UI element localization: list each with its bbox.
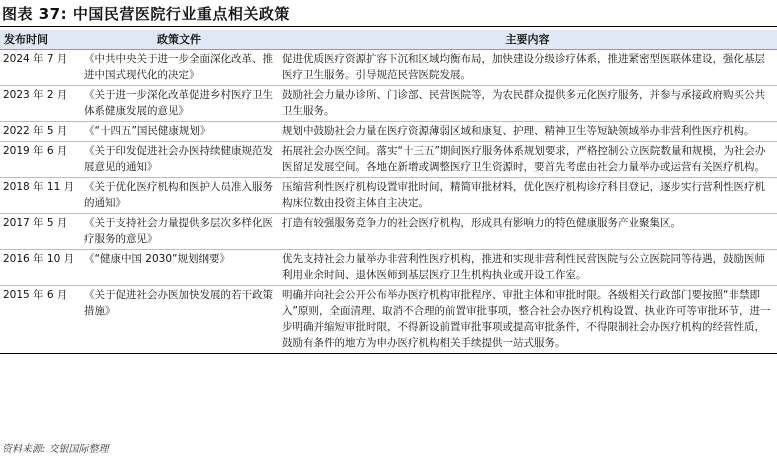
- row-content: 明确并向社会公开公布举办医疗机构审批程序、审批主体和审批时限。各级相关行政部门要按照“非禁即入”原则，全面清理、取消不合理的前置审批事项，整合社会办医疗机构设置、执业许可等审批环节，进一步明确并缩短审批时限，不得新设前置审批事项或提高审批条件，不得限制社会办医疗机构的经营性质，鼓励有条件的地方为申办医疗机构相关手续提供一站式服务。: [278, 286, 777, 354]
- row-content: 压缩营利性医疗机构设置审批时间，精简审批材料，优化医疗机构诊疗科目登记，逐步实行营利性医疗机构床位数由投资主体自主决定。: [278, 178, 777, 214]
- row-content: 拓展社会办医空间。落实“十三五”期间医疗服务体系规划要求，严格控制公立医院数量和规模，为社会办医留足发展空间。各地在新增或调整医疗卫生资源时，要首先考虑由社会力量举办或运营有关医疗机构。: [278, 142, 777, 178]
- source-note: 资料来源: 交银国际整理: [2, 444, 109, 455]
- table-row: [0, 86, 777, 122]
- row-content: 打造有较强服务竞争力的社会医疗机构，形成具有影响力的特色健康服务产业聚集区。: [278, 214, 777, 250]
- table-row: [0, 214, 777, 250]
- table-row: [0, 286, 777, 354]
- row-content: 规划中鼓励社会力量在医疗资源薄弱区域和康复、护理、精神卫生等短缺领域举办非营利性医疗机构。: [278, 122, 777, 142]
- column-header-date: 发布时间: [0, 30, 80, 50]
- column-header-content: 主要内容: [278, 30, 777, 50]
- row-document: 《关于进一步深化改革促进乡村医疗卫生体系健康发展的意见》: [80, 86, 278, 122]
- row-document: 《关于促进社会办医加快发展的若干政策措施》: [80, 286, 278, 354]
- row-date: 2017 年 5 月: [0, 214, 80, 250]
- header-row: [0, 30, 777, 50]
- chart-title: 图表 37: 中国民营医院行业重点相关政策: [2, 5, 290, 23]
- row-document: 《关于印发促进社会办医持续健康规范发展意见的通知》: [80, 142, 278, 178]
- table-row: [0, 142, 777, 178]
- row-document: 《关于优化医疗机构和医护人员准入服务的通知》: [80, 178, 278, 214]
- row-date: 2016 年 10 月: [0, 250, 80, 286]
- row-content: 促进优质医疗资源扩容下沉和区域均衡布局，加快建设分级诊疗体系，推进紧密型医联体建设，强化基层医疗卫生服务。引导规范民营医院发展。: [278, 50, 777, 86]
- table-row: [0, 178, 777, 214]
- table-row: [0, 122, 777, 142]
- row-content: 优先支持社会力量举办非营利性医疗机构，推进和实现非营利性民营医院与公立医院同等待遇，鼓励医师利用业余时间、退休医师到基层医疗卫生机构执业或开设工作室。: [278, 250, 777, 286]
- row-content: 鼓励社会力量办诊所、门诊部、民营医院等，为农民群众提供多元化医疗服务，并参与承接政府购买公共卫生服务。: [278, 86, 777, 122]
- row-document: 《关于支持社会力量提供多层次多样化医疗服务的意见》: [80, 214, 278, 250]
- row-date: 2023 年 2 月: [0, 86, 80, 122]
- row-document: 《“健康中国 2030”规划纲要》: [80, 250, 278, 286]
- row-date: 2019 年 6 月: [0, 142, 80, 178]
- row-date: 2022 年 5 月: [0, 122, 80, 142]
- table-row: [0, 250, 777, 286]
- policy-table: [0, 30, 777, 354]
- table-row: [0, 50, 777, 86]
- title-rule: [0, 26, 777, 27]
- row-document: 《中共中央关于进一步全面深化改革、推进中国式现代化的决定》: [80, 50, 278, 86]
- row-date: 2024 年 7 月: [0, 50, 80, 86]
- column-header-document: 政策文件: [80, 30, 278, 50]
- row-date: 2018 年 11 月: [0, 178, 80, 214]
- row-document: 《“十四五”国民健康规划》: [80, 122, 278, 142]
- row-date: 2015 年 6 月: [0, 286, 80, 354]
